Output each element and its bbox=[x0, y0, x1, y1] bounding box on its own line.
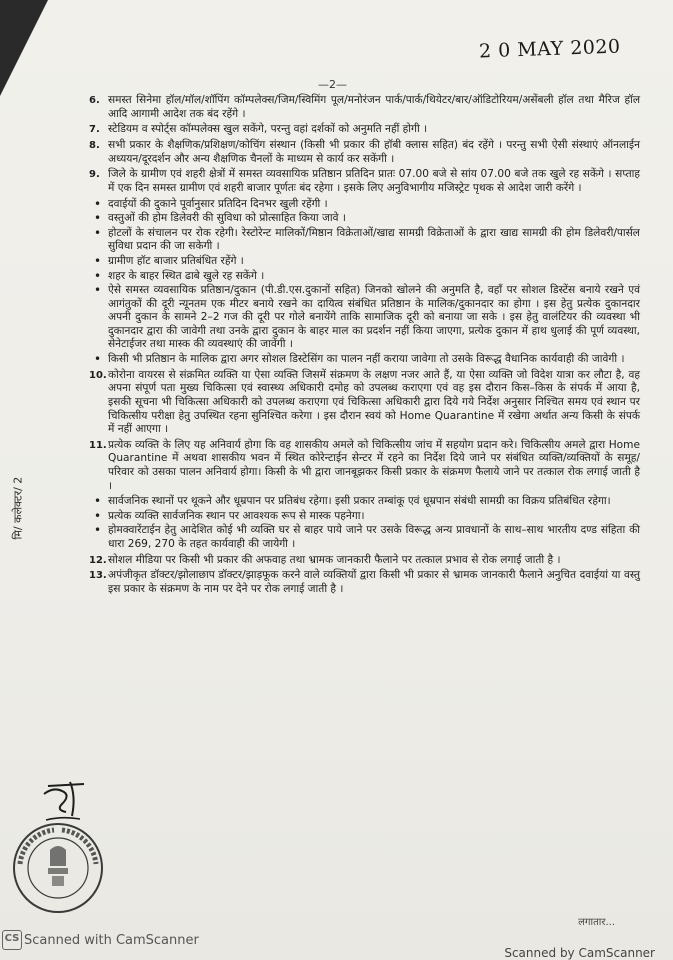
scanner-watermark bbox=[2, 930, 199, 950]
item-number: 11. bbox=[89, 439, 107, 451]
bullet-item bbox=[94, 352, 640, 367]
list-item bbox=[89, 168, 640, 195]
bullet-dot-icon: • bbox=[94, 225, 102, 240]
item-number: 12. bbox=[89, 554, 107, 566]
bullet-text: किसी भी प्रतिष्ठान के मालिक द्वारा अगर सोशल डिस्टेसिंग का पालन नहीं कराया जावेगा तो उसके विरूद्ध वैधानिक कार्यवाही की जावेगी । bbox=[108, 353, 625, 366]
scan-corner-shadow bbox=[0, 0, 48, 96]
list-item bbox=[89, 368, 641, 437]
list-item bbox=[89, 438, 640, 493]
item-number: 6. bbox=[89, 95, 100, 106]
scanned-by-text: Scanned by CamScanner bbox=[504, 946, 655, 960]
bullet-text: दवाईयों की दुकाने पूर्वानुसार प्रतिदिन दिनभर खुली रहेंगी । bbox=[108, 197, 328, 210]
bullet-text: सार्वजनिक स्थानों पर थूकने और धूम्रपान पर प्रतिबंध रहेगा। इसी प्रकार तम्बांकू एवं धूम्रपान संबंधी सामग्री का विक्रय प्रतिबंधित रहेगा। bbox=[108, 495, 611, 508]
bullet-dot-icon: • bbox=[94, 253, 102, 268]
bullet-dot-icon: • bbox=[94, 196, 102, 211]
bullet-dot-icon: • bbox=[94, 211, 102, 226]
office-seal-icon bbox=[10, 820, 106, 916]
bullet-text: वस्तुओं की होम डिलेवरी की सुविधा को प्रोत्साहित किया जावे । bbox=[108, 212, 346, 225]
continued-note: लगातार... bbox=[578, 917, 615, 928]
bullet-text: होमक्वारेंटाईन हेतु आदेशित कोई भी व्यक्ति घर से बाहर पाये जाने पर उसके विरूद्ध अन्य प्रावधानों के साथ–साथ भारतीय दण्ड संहिता की धारा 269, 270 के तहत कार्यवाही की जायेगी । bbox=[108, 524, 640, 551]
bullet-text: ग्रामीण हॉट बाजार प्रतिबंधित रहेंगे । bbox=[108, 254, 244, 267]
bullet-item bbox=[94, 253, 640, 269]
bullet-item bbox=[94, 494, 640, 509]
item-text: सभी प्रकार के शैक्षणिक/प्रशिक्षण/कोचिंग संस्थान (किसी भी प्रकार की हॉबी क्लास सहित) बंद रहेंगे । परन्तु सभी ऐसी संस्थाएं ऑनलाईन अध्ययन/दूरदर्शन और अन्य शैक्षणिक चैनलों के माध्यम से कार्य कर सकेंगी । bbox=[108, 138, 640, 165]
bullet-item bbox=[94, 211, 640, 226]
bullet-dot-icon: • bbox=[94, 352, 102, 367]
item-number: 7. bbox=[89, 124, 100, 136]
bullet-dot-icon: • bbox=[94, 494, 102, 509]
list-item bbox=[89, 553, 640, 568]
bullet-text: होटलों के संचालन पर रोक रहेगी। रेस्टोरेन्ट मालिकों/मिष्ठान विक्रेताओं/खाद्य सामग्री विक्रेताओं के द्वारा खाद्य सामग्री की होम डिलेवरी/पार्सल सुविधा प्रदान की जा सकेगी । bbox=[108, 226, 640, 253]
page-number: —2— bbox=[318, 78, 347, 91]
bullet-dot-icon: • bbox=[94, 283, 102, 298]
date-stamp: 2 0 MAY 2020 bbox=[479, 35, 622, 63]
item-text: कोरोना वायरस से संक्रमित व्यक्ति या ऐसा व्यक्ति जिसमें संक्रमण के लक्षण नजर आते हैं, या ऐसा व्यक्ति जो विदेश यात्रा कर लौटा है, वह अपना संपूर्ण पता मुख्य चिकित्सा एवं स्वास्थ्य अधिकारी दमोह को उपलब्ध कराएगा एवं वह इस दौरान किस–किस के संपर्क में आया है, इसकी सूचना भी चिकित्सा अधिकारी को उपलब्ध कराएगा एवं चिकित्सा अधिकारी द्वारा दिये गये निर्देश अनुसार निश्चित समय एवं स्थान पर चिकित्सीय परीक्षा हेतु उपस्थित रहना सुनिश्चित करेगा । इस दौरान स्वयं को Home Quarantine में रखेगा अर्थात अन्य किसी के संपर्क में नहीं आएगा । bbox=[108, 368, 641, 436]
bullet-item bbox=[94, 283, 640, 352]
item-text: जिले के ग्रामीण एवं शहरी क्षेत्रों में समस्त व्यवसायिक प्रतिष्ठान प्रतिदिन प्रातः 07.00 बजे से सांय 07.00 बजे तक खुले रह सकेंगे । सप्ताह में एक दिन समस्त ग्रामीण एवं शहरी बाजार पूर्णतः बंद रहेगा । इसके लिए अनुविभागीय मजिस्ट्रेट पृथक से आदेश जारी करेंगे । bbox=[108, 168, 640, 194]
list-item bbox=[89, 123, 640, 137]
bullet-item bbox=[94, 196, 640, 212]
item-number: 10. bbox=[89, 369, 107, 381]
margin-stamp-text: मि/ कलेक्टर/ 2 bbox=[11, 476, 25, 540]
item-text: समस्त सिनेमा हॉल/मॉल/शॉपिंग कॉम्पलेक्स/जिम/स्विमिंग पूल/मनोरंजन पार्क/पार्क/थियेटर/बार/ऑडिटोरियम/असेंबली हॉल तथा मैरिज हॉल आदि आगामी आदेश तक बंद रहेंगे । bbox=[108, 94, 640, 120]
list-item bbox=[89, 94, 640, 121]
bullet-text: शहर के बाहर स्थित ढाबे खुले रह सकेंगे । bbox=[108, 269, 265, 282]
bullet-dot-icon: • bbox=[94, 523, 102, 538]
item-number: 13. bbox=[89, 570, 107, 582]
bullet-item bbox=[94, 268, 640, 284]
item-number: 9. bbox=[89, 169, 100, 181]
item-text: प्रत्येक व्यक्ति के लिए यह अनिवार्य होगा कि वह शासकीय अमले को चिकित्सीय जांच में सहयोग प्रदान करे। चिकित्सीय अमले द्वारा Home Quarantine में अथवा शासकीय भवन में स्थित कोरेन्टाईन सेन्टर में रहने का निर्देश दिये जाने पर संबंधित व्यक्ति/व्यक्तियों के समूह/परिवार को उसका पालन अनिवार्य होगा। किसी के भी द्वारा जानबूझकर किसी प्रकार के संक्रमण फैलाये जाने पर तत्काल रोक लगाई जाती है । bbox=[108, 438, 640, 492]
item-text: सोशल मीडिया पर किसी भी प्रकार की अफवाह तथा भ्रामक जानकारी फैलाने पर तत्काल प्रभाव से रोक लगाई जाती है । bbox=[108, 553, 561, 566]
item-text: स्टेडियम व स्पोर्ट्स कॉम्पलेक्स खुल सकेंगे, परन्तु वहां दर्शकों को अनुमति नहीं होगी । bbox=[108, 123, 428, 136]
item-number: 8. bbox=[89, 139, 100, 151]
scanned-with-text: Scanned with CamScanner bbox=[24, 932, 199, 948]
bullet-item bbox=[94, 508, 640, 524]
margin-inward-stamp bbox=[8, 440, 28, 540]
handwritten-initial-icon bbox=[40, 772, 90, 824]
bullet-item bbox=[94, 225, 640, 254]
order-body bbox=[89, 94, 641, 599]
bullet-text: ऐसे समस्त व्यवसायिक प्रतिष्ठान/दुकान (पी.डी.एस.दुकानों सहित) जिनको खोलने की अनुमति है, वहाँ पर सोशल डिस्टेंस बनाये रखने एवं आगंतुकों की दूरी न्यूनतम एक मीटर बनाये रखने का दायित्व संबंधित प्रतिष्ठान के मालिक/दुकानदार का होगा । इस हेतु प्रत्येक दुकानदार अपनी दुकान के सामने 2–2 गज की दूरी पर गोले बनायेंगे ताकि सामाजिक दूरी को बनाया जा सके । इस हेतु वालंटियर की व्यवस्था भी दुकानदार द्वारा की जावेगी तथा उनके द्वारा दुकान के बाहर माल का प्रदर्शन नहीं किया जाएगा, प्रत्येक दुकान में हाथ धुलाई की पूर्ण व्यवस्था, सेनेटाईजर तथा मास्क की व्यवस्थाएं की जावेंगी । bbox=[108, 284, 640, 351]
list-item bbox=[89, 138, 640, 166]
bullet-dot-icon: • bbox=[94, 268, 102, 283]
camscanner-logo-icon: CS bbox=[2, 930, 22, 950]
list-item bbox=[89, 569, 640, 596]
item-text: अपंजीकृत डॉक्टर/झोलाछाप डॉक्टर/झाड़फूक करने वाले व्यक्तियों द्वारा किसी भी प्रकार से भ्रामक जानकारी फैलाने अनुचित दवाईयां या वस्तु इस प्रकार के संक्रमण के नाम पर देने पर रोक लगाई जाती है । bbox=[108, 569, 640, 596]
bullet-text: प्रत्येक व्यक्ति सार्वजनिक स्थान पर आवश्यक रूप से मास्क पहनेगा। bbox=[108, 509, 365, 522]
bullet-dot-icon: • bbox=[94, 508, 102, 523]
bullet-item bbox=[94, 523, 640, 551]
